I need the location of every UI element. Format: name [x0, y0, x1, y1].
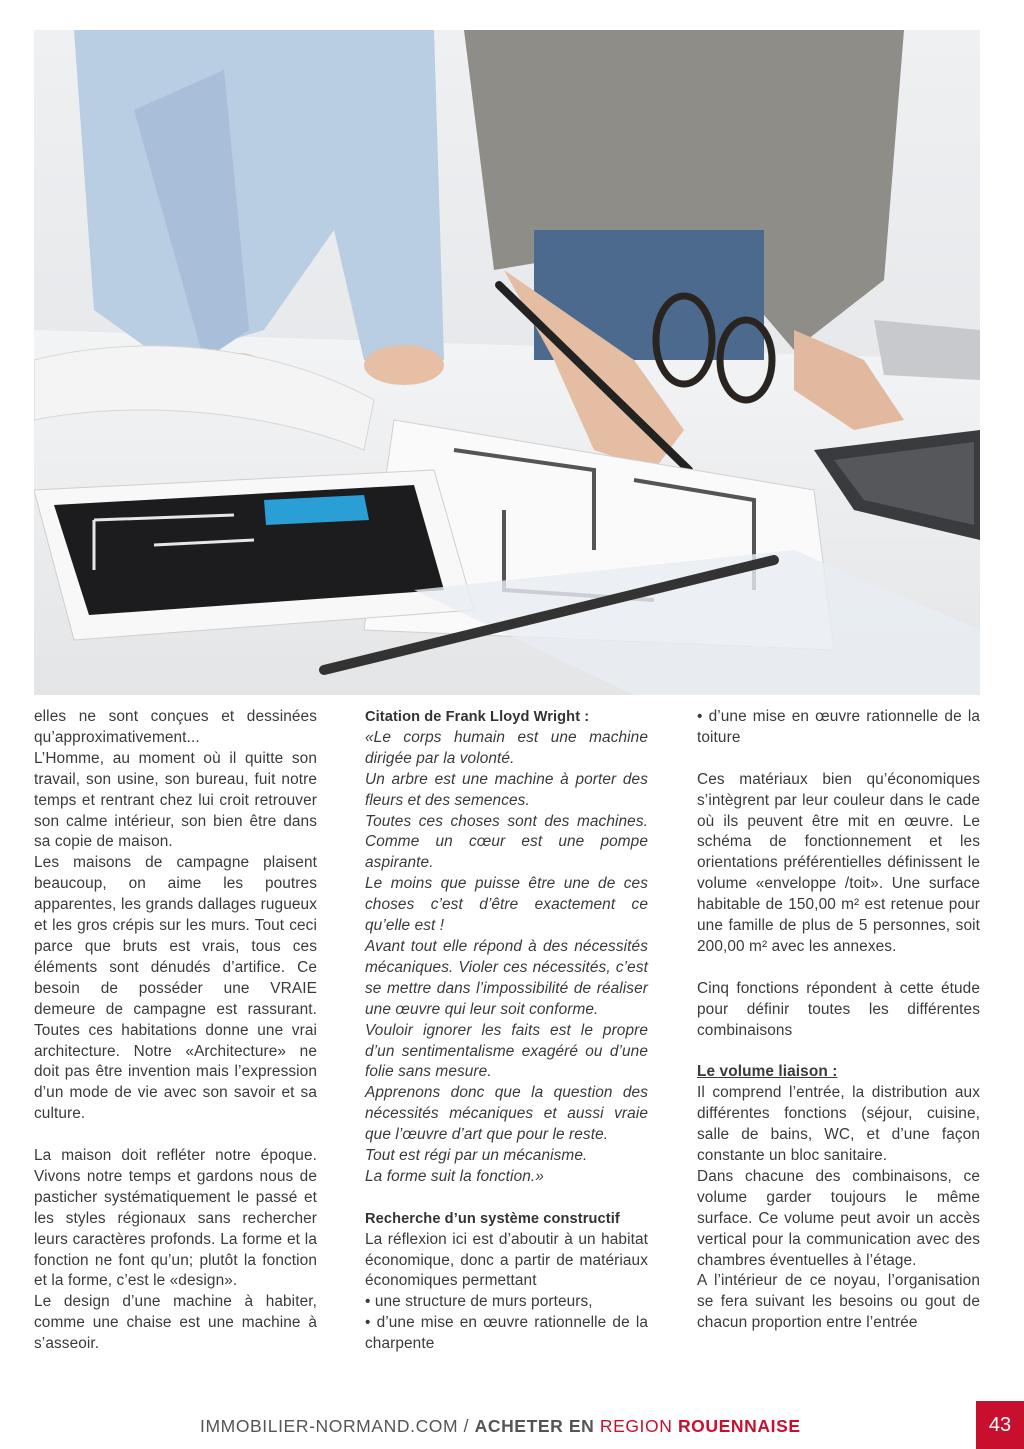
quote-line-5: Avant tout elle répond à des nécessités mécaniques. Violer ces nécessités, c’est se mettre dans l’impossibilité de réaliser une œuvre qui leur soit conforme.	[365, 937, 648, 1018]
footer-site: IMMOBILIER-NORMAND.COM /	[200, 1416, 475, 1436]
col3-para-3: Il comprend l’entrée, la distribution aux différentes fonctions (séjour, cuisine, salle de bains, WC, et d’une façon constante un bloc sanitaire.	[697, 1084, 980, 1164]
col1-text-1: elles ne sont conçues et dessinées qu’approximativement...	[34, 708, 317, 746]
page-footer	[0, 1413, 1024, 1439]
col1-text-3: Les maisons de campagne plaisent beaucoup, on aime les poutres apparentes, les grands dallages rugueux et les gros crépis sur les murs. Tout ceci parce que bruts est vrais, tous ces éléments sont dénudés d’artifice. Ce besoin de posséder une VRAIE demeure de campagne est rassurant. Toutes ces habitations donne une vrai architecture. Notre «Architecture» ne doit pas être invention mais l’expression d’un mode de vie avec son savoir et sa culture.	[34, 854, 317, 1123]
quote-line-1: «Le corps humain est une machine dirigée par la volonté.	[365, 728, 648, 767]
footer-region: REGION	[599, 1416, 678, 1436]
quote-line-2: Un arbre est une machine à porter des fleurs et des semences.	[365, 770, 648, 809]
quote-line-3: Toutes ces choses sont des machines. Comme un cœur est une pompe aspirante.	[365, 812, 648, 872]
section-text: La réflexion ici est d’aboutir à un habitat économique, donc a partir de matériaux économiques permettant	[365, 1230, 648, 1290]
col3-para-2: Cinq fonctions répondent à cette étude pour définir toutes les différentes combinaisons	[697, 979, 980, 1039]
section-heading: Recherche d’un système constructif	[365, 1210, 620, 1227]
page-number: 43	[976, 1401, 1024, 1449]
column-3	[697, 707, 980, 1334]
quote-line-7: Apprenons donc que la question des nécessités mécaniques et aussi vraie que l’œuvre d’art que pour le reste.	[365, 1084, 648, 1144]
volume-liaison-heading: Le volume liaison :	[697, 1063, 838, 1081]
quote-line-4: Le moins que puisse être une de ces choses c’est d’être exactement ce qu’elle est !	[365, 875, 648, 935]
architects-planning-photo-icon	[34, 30, 980, 695]
quote-line-8: Tout est régi par un mécanisme.	[365, 1147, 588, 1165]
quote-line-6: Vouloir ignorer les faits est le propre d’un sentimentalisme exagéré ou d’une folie sans mesure.	[365, 1021, 648, 1081]
col1-text-5: Le design d’une machine à habiter, comme une chaise est une machine à s’asseoir.	[34, 1293, 317, 1353]
quote-line-9: La forme suit la fonction.»	[365, 1167, 544, 1185]
col3-para-4: Dans chacune des combinaisons, ce volume garder toujours le même surface. Ce volume peut avoir un accès vertical pour la communication avec des chambres éventuelles à l’étage.	[697, 1167, 980, 1269]
bullet-walls: • une structure de murs porteurs,	[365, 1293, 593, 1311]
footer-text	[200, 1413, 801, 1439]
col3-para-5: A l’intérieur de ce noyau, l’organisation se fera suivant les besoins ou gout de chacun proportion entre l’entrée	[697, 1272, 980, 1332]
quote-heading: Citation de Frank Lloyd Wright :	[365, 709, 590, 725]
col3-para-1: Ces matériaux bien qu’économiques s’intègrent par leur couleur dans le cade où ils peuvent être mit en œuvre. Le schéma de fonctionnement et les orientations préférentielles définissent le volume «enveloppe /toit». Une surface habitable de 150,00 m² est retenue pour une famille de plus de 5 personnes, soit 200,00 m² avec les annexes.	[697, 770, 980, 955]
hero-photo	[34, 30, 980, 695]
bullet-toiture: • d’une mise en œuvre rationnelle de la toiture	[697, 708, 980, 746]
column-1	[34, 707, 317, 1355]
column-2	[365, 707, 648, 1355]
col1-text-2: L’Homme, au moment où il quitte son travail, son usine, son bureau, fuit notre temps et rentrant chez lui croit retrouver son calme intérieur, son bien être dans sa copie de maison.	[34, 749, 317, 851]
footer-rouennaise: ROUENNAISE	[677, 1416, 801, 1436]
footer-acheter: ACHETER EN	[474, 1416, 600, 1436]
col1-text-4: La maison doit refléter notre époque. Vivons notre temps et gardons nous de pasticher systématiquement le passé et les styles régionaux sans rechercher leurs caractères profonds. La forme et la fonction ne font qu’un; plutôt la fonction et la forme, c’est le «design».	[34, 1147, 317, 1290]
bullet-charpente: • d’une mise en œuvre rationnelle de la charpente	[365, 1314, 648, 1353]
